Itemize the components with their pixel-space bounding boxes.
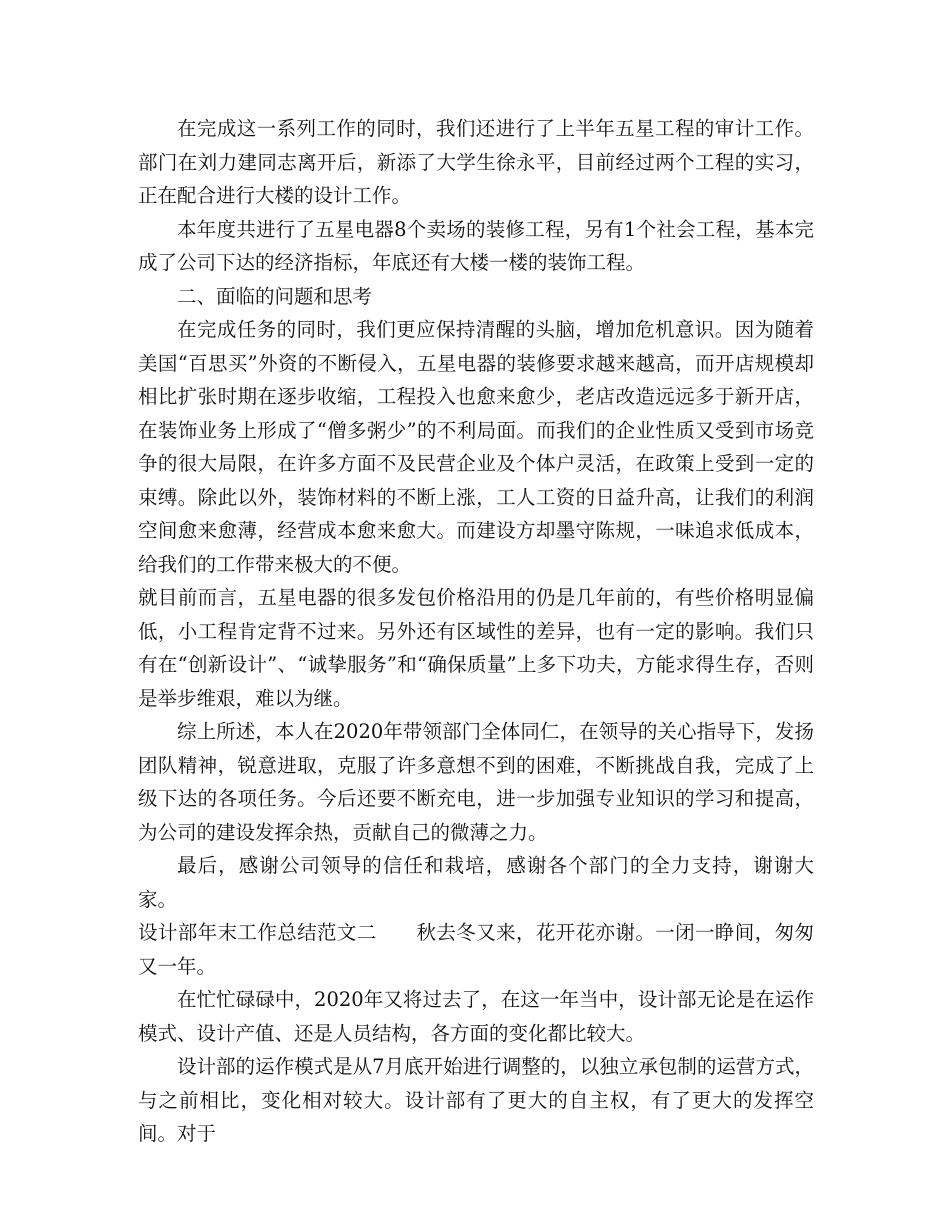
paragraph-audit-work: 在完成这一系列工作的同时，我们还进行了上半年五星工程的审计工作。部门在刘力建同志离开后，新添了大学生徐永平，目前经过两个工程的实习，正在配合进行大楼的设计工作。 <box>138 117 814 207</box>
paragraph-crisis-awareness: 在完成任务的同时，我们更应保持清醒的头脑，增加危机意识。因为随着美国“百思买”外资的不断侵入，五星电器的装修要求越来越高，而开店规模却相比扩张时期在逐步收缩，工程投入也愈来愈少，老店改造远远多于新开店，在装饰业务上形成了“僧多粥少”的不利局面。而我们的企业性质又受到市场竞争的很大局限，在许多方面不及民营企业及个体户灵活，在政策上受到一定的束缚。除此以外，装饰材料的不断上涨，工人工资的日益升高，让我们的利润空间愈来愈薄，经营成本愈来愈大。而建设方却墨守陈规，一味追求低成本，给我们的工作带来极大的不便。 <box>138 318 814 576</box>
section-heading-problems: 二、面临的问题和思考 <box>177 284 373 308</box>
paragraph-annual-projects: 本年度共进行了五星电器8个卖场的装修工程，另有1个社会工程，基本完成了公司下达的经济指标，年底还有大楼一楼的装饰工程。 <box>138 217 814 274</box>
paragraph-thanks: 最后，感谢公司领导的信任和栽培，感谢各个部门的全力支持，谢谢大家。 <box>138 854 814 911</box>
document-page <box>138 112 814 1151</box>
paragraph-summary: 综上所述，本人在2020年带领部门全体同仁，在领导的关心指导下，发扬团队精神，锐意进取，克服了许多意想不到的困难，不断挑战自我，完成了上级下达的各项任务。今后还要不断充电，进一步加强专业知识的学习和提高，为公司的建设发挥余热，贡献自己的微薄之力。 <box>138 720 814 844</box>
paragraph-busy-year: 在忙忙碌碌中，2020年又将过去了，在这一年当中，设计部无论是在运作模式、设计产值、还是人员结构，各方面的变化都比较大。 <box>138 988 814 1045</box>
paragraph-sample-two-title: 设计部年末工作总结范文二 秋去冬又来，花开花亦谢。一闭一睁间，匆匆又一年。 <box>138 921 814 978</box>
paragraph-current-pricing: 就目前而言，五星电器的很多发包价格沿用的仍是几年前的，有些价格明显偏低，小工程肯定背不过来。另外还有区域性的差异，也有一定的影响。我们只有在“创新设计”、“诚挚服务”和“确保质量”上多下功夫，方能求得生存，否则是举步维艰，难以为继。 <box>138 586 814 710</box>
paragraph-operation-mode: 设计部的运作模式是从7月底开始进行调整的，以独立承包制的运营方式，与之前相比，变化相对较大。设计部有了更大的自主权，有了更大的发挥空间。对于 <box>138 1055 814 1145</box>
